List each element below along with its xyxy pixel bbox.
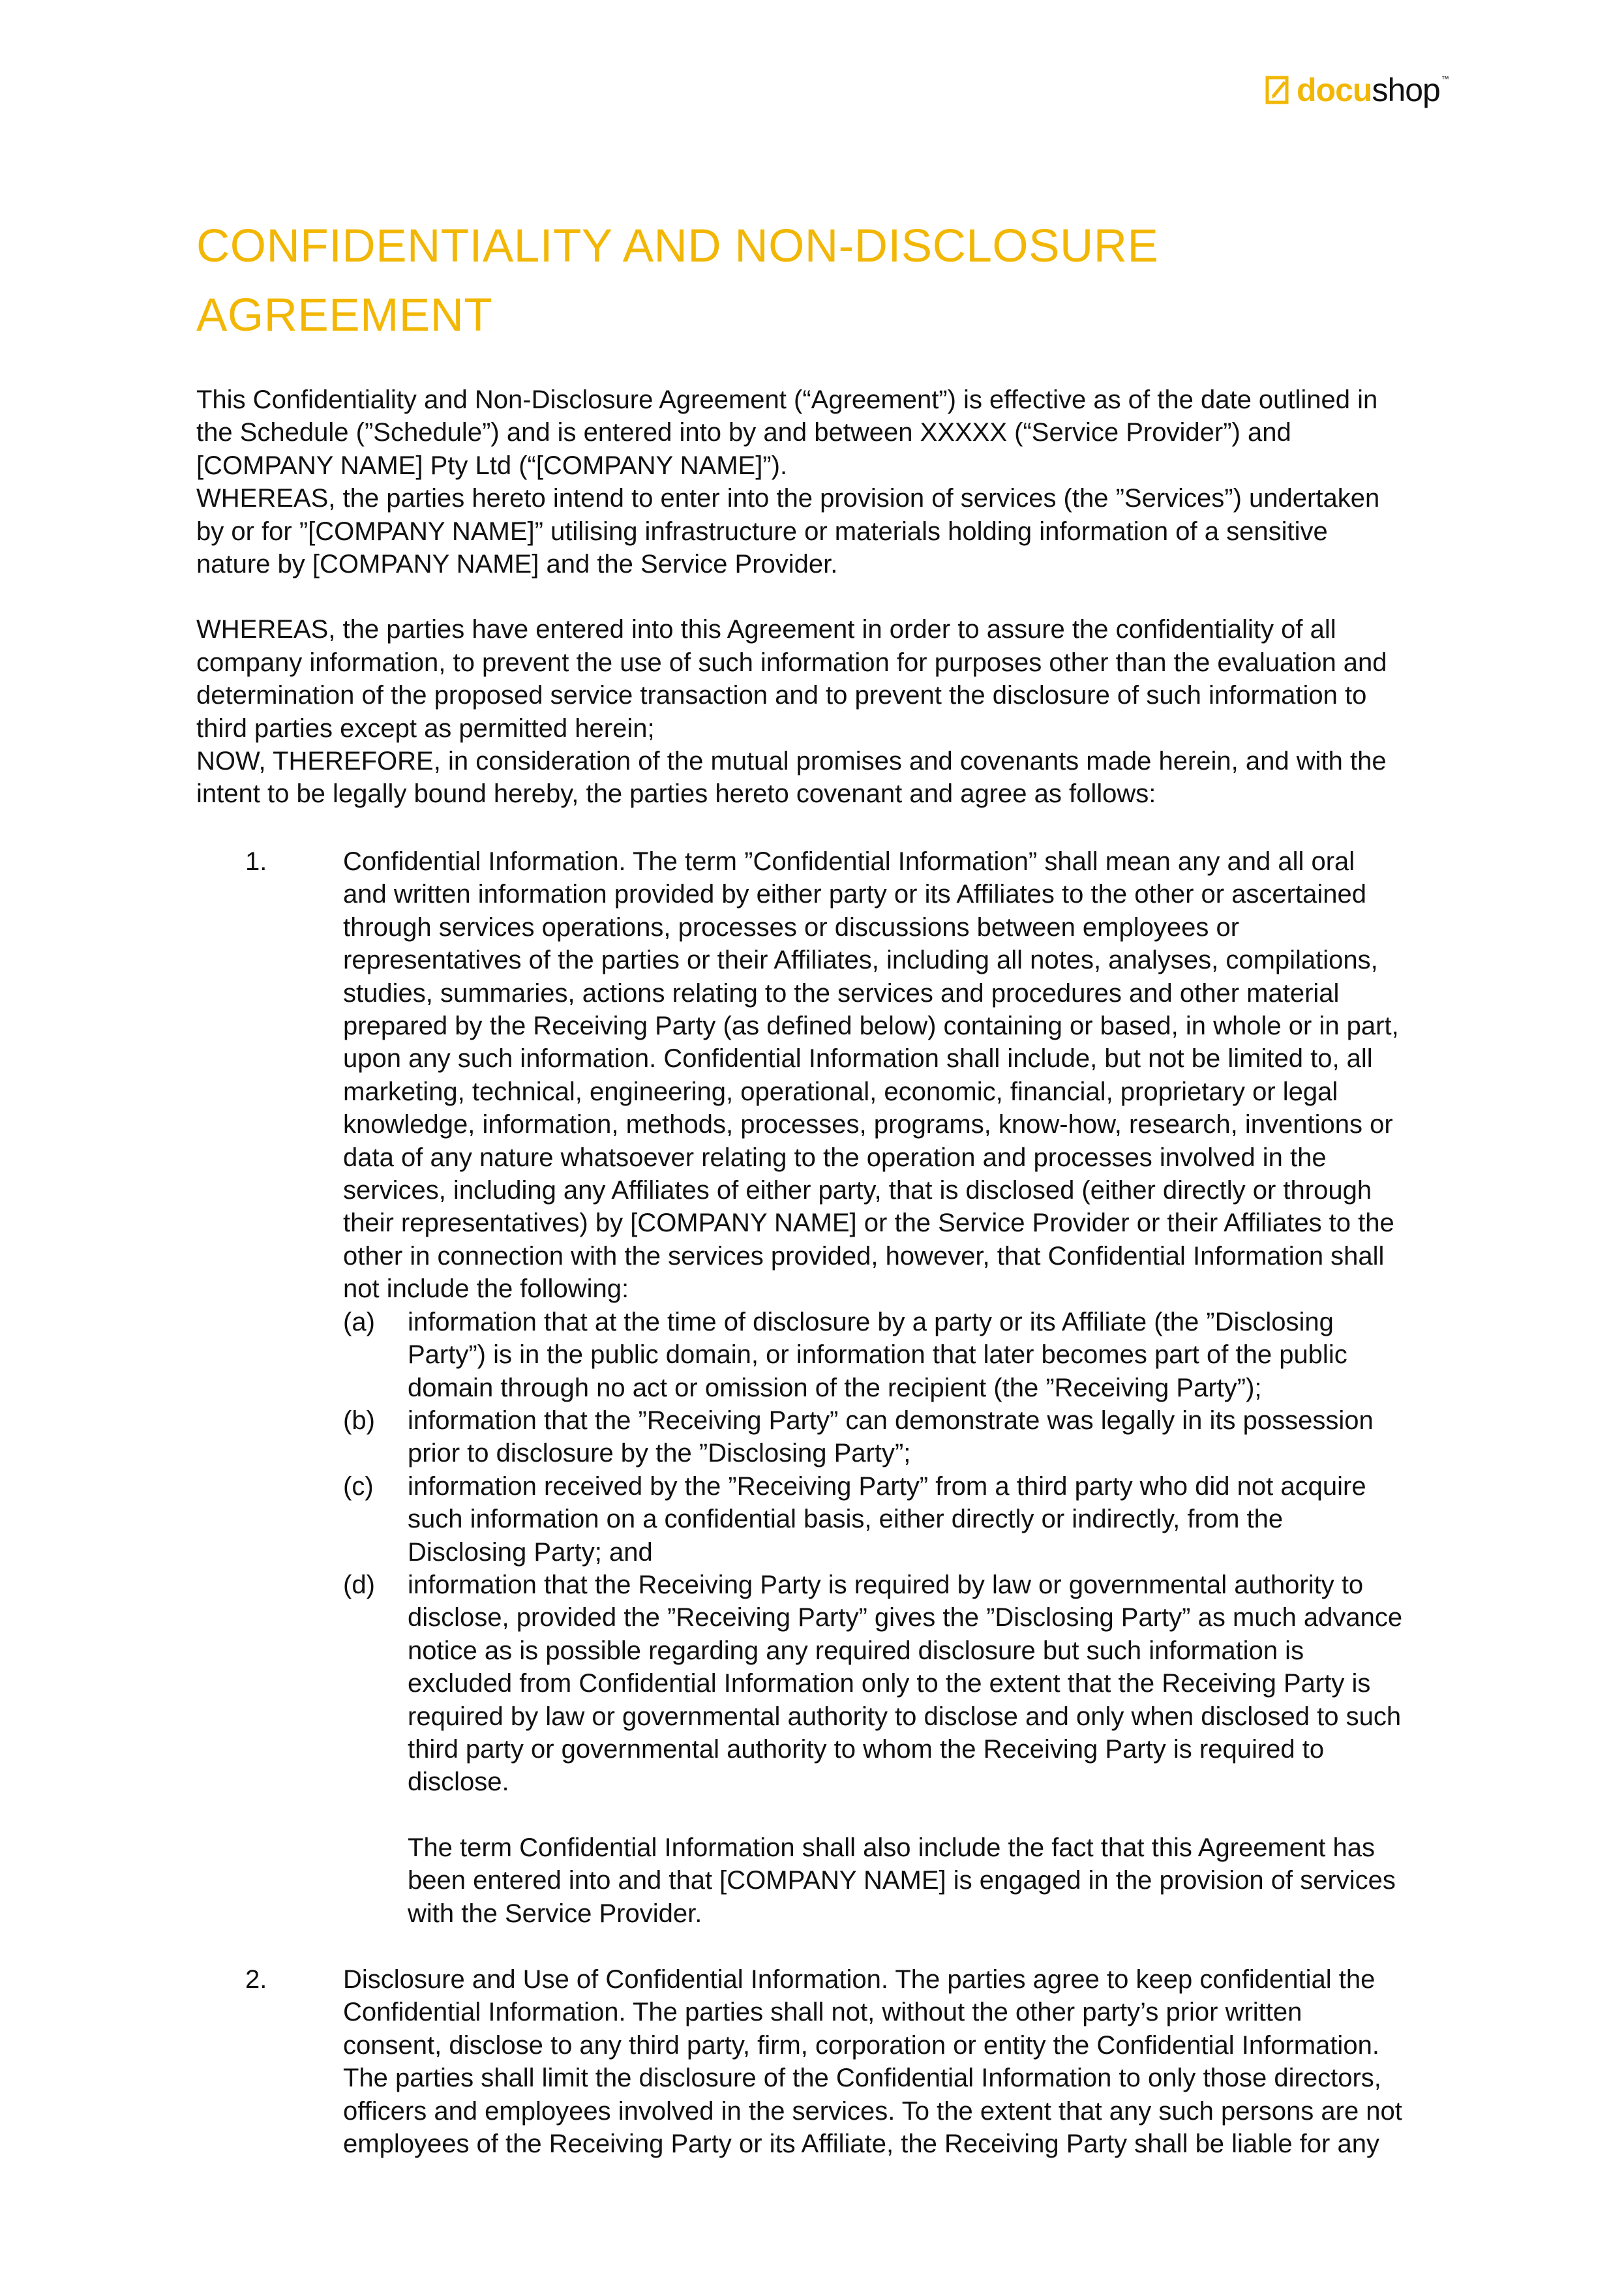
text-line: Confidential Information. The parties shall not, without the other party’s prior written <box>343 1998 1302 2027</box>
text-line: upon any such information. Confidential Information shall include, but not be limited to, all <box>343 1044 1373 1074</box>
text-line: such information on a confidential basis, either directly or indirectly, from the <box>408 1505 1284 1534</box>
text-line: notice as is possible regarding any required disclosure but such information is <box>408 1636 1304 1665</box>
clause-2-number: 2. <box>245 1965 267 1994</box>
text-line: The parties shall limit the disclosure of the Confidential Information to only those directors, <box>343 2064 1381 2093</box>
logo-trademark: ™ <box>1441 74 1449 83</box>
text-line: This Confidentiality and Non-Disclosure Agreement (“Agreement”) is effective as of the date outlined in <box>196 385 1378 414</box>
subitem-b-label: (b) <box>343 1406 375 1435</box>
logo-text-docu: docu <box>1297 72 1372 108</box>
text-line: other in connection with the services provided, however, that Confidential Information shall <box>343 1241 1385 1271</box>
text-line: Confidential Information. The term ”Confidential Information” shall mean any and all oral <box>343 847 1355 876</box>
text-line: information that the ”Receiving Party” can demonstrate was legally in its possession <box>408 1406 1374 1435</box>
subitem-b-body <box>408 1404 1516 1470</box>
text-line: their representatives) by [COMPANY NAME] or the Service Provider or their Affiliates to the <box>343 1209 1394 1238</box>
title-line-1: CONFIDENTIALITY AND NON-DISCLOSURE <box>196 220 1159 272</box>
text-line: and written information provided by either party or its Affiliates to the other or ascertained <box>343 880 1366 909</box>
text-line: knowledge, information, methods, processes, programs, know-how, research, inventions or <box>343 1110 1393 1139</box>
clause-1-number: 1. <box>245 847 267 876</box>
intro-paragraph-2 <box>196 613 1507 810</box>
text-line: nature by [COMPANY NAME] and the Service Provider. <box>196 550 838 579</box>
document-title <box>196 212 1436 350</box>
text-line: domain through no act or omission of the recipient (the ”Receiving Party”); <box>408 1373 1262 1402</box>
text-line: consent, disclose to any third party, firm, corporation or entity the Confidential Information. <box>343 2030 1379 2060</box>
text-line: not include the following: <box>343 1274 629 1304</box>
text-line: Disclosing Party; and <box>408 1537 653 1567</box>
text-line: WHEREAS, the parties hereto intend to enter into the provision of services (the ”Services”) undertaken <box>196 484 1380 513</box>
text-line: been entered into and that [COMPANY NAME] is engaged in the provision of services <box>408 1866 1396 1895</box>
logo-text-shop: shop <box>1372 72 1440 108</box>
subitem-c-body <box>408 1470 1516 1569</box>
text-line: marketing, technical, engineering, operational, economic, financial, proprietary or legal <box>343 1077 1338 1106</box>
text-line: [COMPANY NAME] Pty Ltd (“[COMPANY NAME]”). <box>196 451 788 480</box>
subitem-d-body <box>408 1569 1516 1799</box>
text-line: determination of the proposed service transaction and to prevent the disclosure of such information to <box>196 681 1367 710</box>
text-line: data of any nature whatsoever relating to the operation and processes involved in the <box>343 1143 1327 1172</box>
text-line: by or for ”[COMPANY NAME]” utilising infrastructure or materials holding information of a sensitive <box>196 517 1328 546</box>
text-line: information that at the time of disclosure by a party or its Affiliate (the ”Disclosing <box>408 1308 1334 1336</box>
clause-1-body <box>343 845 1517 1306</box>
intro-section <box>196 384 1507 811</box>
text-line: Party”) is in the public domain, or information that later becomes part of the public <box>408 1340 1347 1370</box>
text-line: intent to be legally bound hereby, the parties hereto covenant and agree as follows: <box>196 779 1156 809</box>
text-line: information received by the ”Receiving Party” from a third party who did not acquire <box>408 1472 1366 1501</box>
text-line: third parties except as permitted herein; <box>196 714 655 743</box>
text-line: through services operations, processes or discussions between employees or <box>343 912 1240 942</box>
document-pen-icon <box>1265 76 1291 104</box>
subitem-d-label: (d) <box>343 1571 375 1599</box>
intro-paragraph-1 <box>196 384 1507 580</box>
clause-2-body <box>343 1963 1517 2160</box>
text-line: services, including any Affiliates of either party, that is disclosed (either directly or through <box>343 1176 1372 1205</box>
text-line: NOW, THEREFORE, in consideration of the mutual promises and covenants made herein, and with the <box>196 747 1387 776</box>
clause-1-closing <box>408 1831 1516 1930</box>
text-line: The term Confidential Information shall also include the fact that this Agreement has <box>408 1833 1376 1862</box>
subitem-c-label: (c) <box>343 1472 374 1501</box>
text-line: WHEREAS, the parties have entered into this Agreement in order to assure the confidentiality of all <box>196 615 1336 644</box>
text-line: information that the Receiving Party is required by law or governmental authority to <box>408 1571 1364 1599</box>
title-line-2: AGREEMENT <box>196 290 493 341</box>
subitem-a-body <box>408 1306 1516 1404</box>
text-line: with the Service Provider. <box>408 1899 702 1928</box>
text-line: company information, to prevent the use of such information for purposes other than the evaluation and <box>196 648 1387 677</box>
text-line: employees of the Receiving Party or its Affiliate, the Receiving Party shall be liable for any <box>343 2130 1379 2159</box>
text-line: prepared by the Receiving Party (as defined below) containing or based, in whole or in part, <box>343 1012 1399 1041</box>
text-line: disclose, provided the ”Receiving Party” gives the ”Disclosing Party” as much advance <box>408 1603 1403 1633</box>
text-line: officers and employees involved in the services. To the extent that any such persons are not <box>343 2096 1402 2126</box>
text-line: representatives of the parties or their Affiliates, including all notes, analyses, compilations, <box>343 946 1378 975</box>
text-line: the Schedule (”Schedule”) and is entered into by and between XXXXX (“Service Provider”) and <box>196 418 1291 447</box>
docushop-logo <box>1265 70 1449 110</box>
text-line: required by law or governmental authority to disclose and only when disclosed to such <box>408 1702 1402 1731</box>
text-line: excluded from Confidential Information only to the extent that the Receiving Party is <box>408 1669 1371 1698</box>
text-line: prior to disclosure by the ”Disclosing Party”; <box>408 1439 911 1468</box>
text-line: disclose. <box>408 1768 509 1797</box>
text-line: Disclosure and Use of Confidential Information. The parties agree to keep confidential the <box>343 1965 1376 1994</box>
subitem-a-label: (a) <box>343 1308 375 1336</box>
text-line: studies, summaries, actions relating to the services and procedures and other material <box>343 978 1340 1008</box>
text-line: third party or governmental authority to whom the Receiving Party is required to <box>408 1735 1325 1764</box>
